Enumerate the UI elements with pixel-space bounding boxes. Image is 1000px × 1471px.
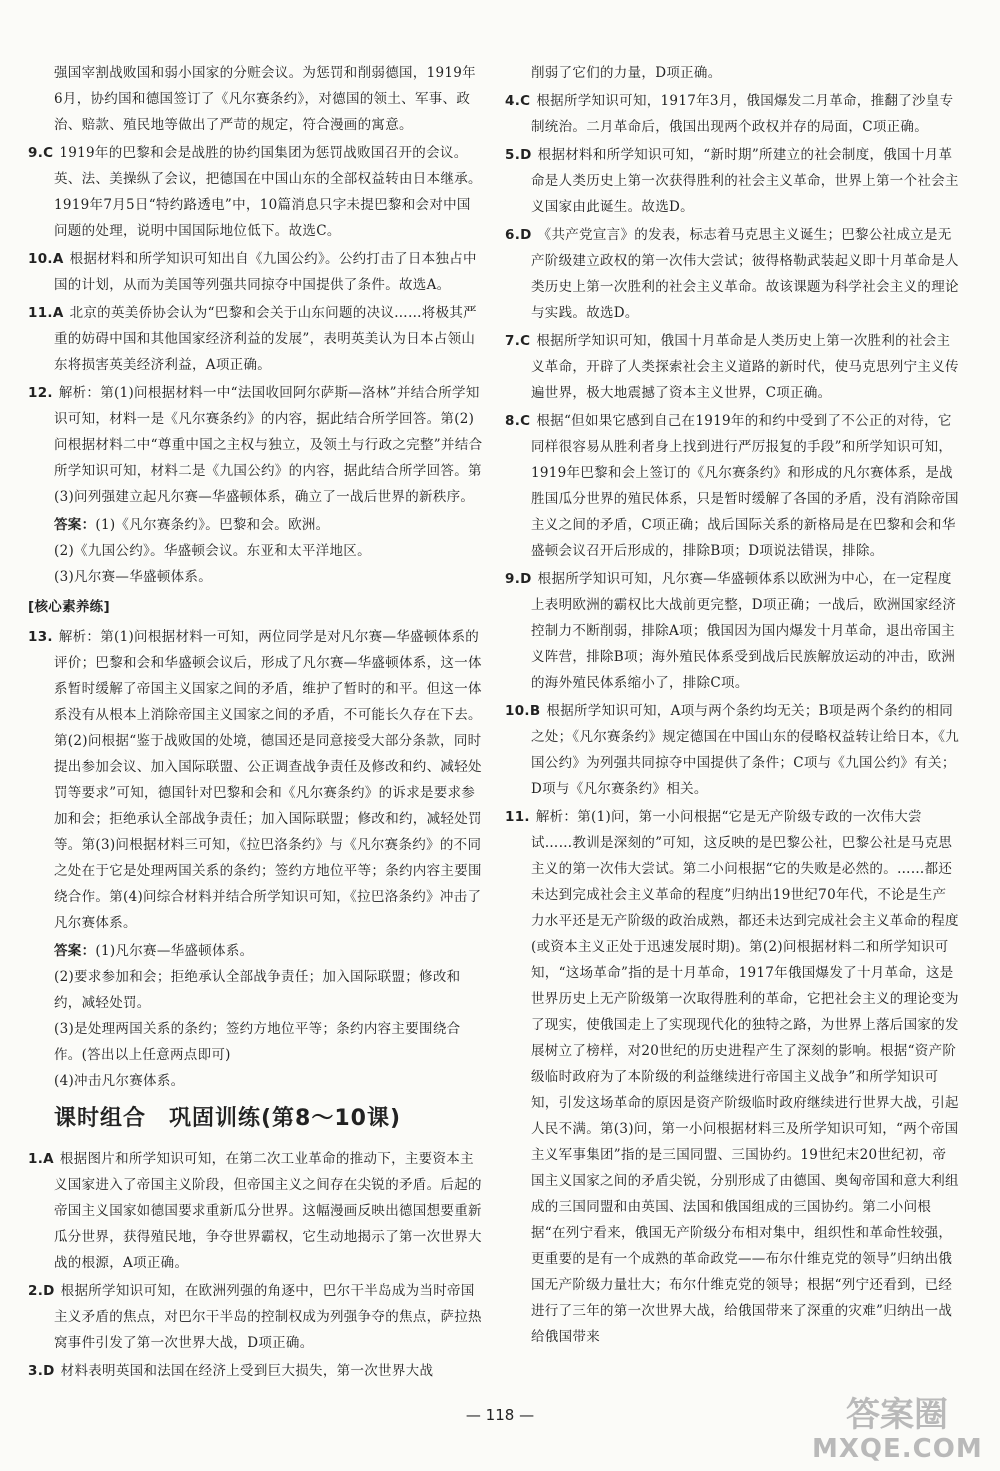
answer-13-line-1: 答案：(1)凡尔赛—华盛顿体系。 <box>54 943 254 959</box>
answer-item-11: 11.A 北京的英美侨协会认为“巴黎和会关于山东问题的决议……将极其严重的妨碍中国和其他国家经济利益的发展”，表明英美认为日本占领山东将损害英美经济利益，A项正确。 <box>28 305 477 373</box>
answer-item-2: 2.D 根据所学知识可知，在欧洲列强的角逐中，巴尔干半岛成为当时帝国主义矛盾的焦点，对巴尔干半岛的控制权成为列强争夺的焦点，萨拉热窝事件引发了第一次世界大战，D项正确。 <box>28 1283 482 1351</box>
answer-item-9: 9.C 1919年的巴黎和会是战胜的协约国集团为惩罚战败国召开的会议。英、法、美操纵了会议，把德国在中国山东的全部权益转由日本继承。1919年7月5日“特约路透电”中，10篇消息只字未提巴黎和会对中国问题的处理，说明中国国际地位低下。故选C。 <box>28 145 482 239</box>
answer-item-11b: 11. 解析：第(1)问，第一小问根据“它是无产阶级专政的一次伟大尝试……教训是深刻的”可知，这反映的是巴黎公社，巴黎公社是马克思主义的第一次伟大尝试。第二小问根据“它的失败是必然的。……都还未达到完成社会主义革命的程度”归纳出19世纪70年代，不论是生产力水平还是无产阶级的政治成熟，都还未达到完成社会主义革命的程度(或资本主义正处于迅速发展时期)。第(2)问根据材料二和所学知识可知，“这场革命”指的是十月革命，1917年俄国爆发了十月革命，这是世界历史上无产阶级第一次取得胜利的革命，它把社会主义的理论变为了现实，使俄国走上了实现现代化的独特之路，为世界上落后国家的发展树立了榜样，对20世纪的历史进程产生了深刻的影响。根据“资产阶级临时政府为了本阶级的利益继续进行帝国主义战争”和所学知识可知，引发这场革命的原因是资产阶级临时政府继续进行世界大战，引起人民不满。第(3)问，第一小问根据材料三及所学知识可知，“两个帝国主义军事集团”指的是三国同盟、三国协约。19世纪末20世纪初，帝国主义国家之间的矛盾尖锐，分别形成了由德国、奥匈帝国和意大利组成的三国同盟和由英国、法国和俄国组成的三国协约。第二小问根据“在列宁看来，俄国无产阶级分布相对集中，组织性和革命性较强，更重要的是有一个成熟的革命政党——布尔什维克党的领导”归纳出俄国无产阶级力量壮大；布尔什维克党的领导；根据“列宁还看到，已经进行了三年的第一次世界大战，给俄国带来了深重的灾难”归纳出一战给俄国带来 <box>505 809 959 1345</box>
answer-item-13: 13. 解析：第(1)问根据材料一可知，两位同学是对凡尔赛—华盛顿体系的评价；巴黎和会和华盛顿会议后，形成了凡尔赛—华盛顿体系，这一体系暂时缓解了帝国主义国家之间的矛盾，维护了暂时的和平。但这一体系没有从根本上消除帝国主义国家之间的矛盾，不可能长久存在下去。第(2)问根据“鉴于战败国的处境，德国还是同意接受大部分条款，同时提出参加会议、加入国际联盟、公正调查战争责任及修改和约、减轻处罚等要求”可知，德国针对巴黎和会和《凡尔赛条约》的诉求是要求参加和会；拒绝承认全部战争责任；加入国际联盟；修改和约，减轻处罚等。第(3)问根据材料三可知，《拉巴洛条约》与《凡尔赛条约》的不同之处在于它是处理两国关系的条约；签约方地位平等；条约内容主要围绕合作。第(4)问综合材料并结合所学知识可知，《拉巴洛条约》冲击了凡尔赛体系。 <box>28 629 482 931</box>
page-number: — 118 — <box>465 1406 535 1424</box>
answer-12-line-3: (3)凡尔赛—华盛顿体系。 <box>54 569 213 585</box>
continued-text: 强国宰割战败国和弱小国家的分赃会议。为惩罚和削弱德国，1919年6月，协约国和德国签订了《凡尔赛条约》，对德国的领土、军事、政治、赔款、殖民地等做出了严苛的规定，符合漫画的寓意。 <box>54 65 476 133</box>
answer-item-3: 3.D 材料表明英国和法国在经济上受到巨大损失，第一次世界大战 <box>28 1363 434 1379</box>
answer-item-5: 5.D 根据材料和所学知识可知，“新时期”所建立的社会制度，俄国十月革命是人类历史上第一次获得胜利的社会主义革命，世界上第一个社会主义国家由此诞生。故选D。 <box>505 147 959 215</box>
answer-13-line-4: (4)冲击凡尔赛体系。 <box>54 1073 185 1089</box>
right-column <box>505 60 960 1352</box>
answer-item-12: 12. 解析：第(1)问根据材料一中“法国收回阿尔萨斯—洛林”并结合所学知识可知，材料一是《凡尔赛条约》的内容，据此结合所学回答。第(2)问根据材料二中“尊重中国之主权与独立，及领土与行政之完整”并结合所学知识可知，材料二是《九国公约》的内容，据此结合所学回答。第(3)问列强建立起凡尔赛—华盛顿体系，确立了一战后世界的新秩序。 <box>28 385 483 505</box>
continued-text-right: 削弱了它们的力量，D项正确。 <box>531 65 722 81</box>
answer-item-1: 1.A 根据图片和所学知识可知，在第二次工业革命的推动下，主要资本主义国家进入了帝国主义阶段，但帝国主义之间存在尖锐的矛盾。后起的帝国主义国家如德国要求重新瓜分世界。这幅漫画反映出德国想要重新瓜分世界，获得殖民地，争夺世界霸权，它生动地揭示了第一次世界大战的根源，A项正确。 <box>28 1151 482 1271</box>
answer-12-line-1: 答案：(1)《凡尔赛条约》。巴黎和会。欧洲。 <box>54 517 330 533</box>
answer-item-10b: 10.B 根据所学知识可知，A项与两个条约均无关；B项是两个条约的相同之处；《凡尔赛条约》规定德国在中国山东的侵略权益转让给日本，《九国公约》为列强共同掠夺中国提供了条件；C项与《九国公约》有关；D项与《凡尔赛条约》相关。 <box>505 703 960 797</box>
answer-item-7: 7.C 根据所学知识可知，俄国十月革命是人类历史上第一次胜利的社会主义革命，开辟了人类探索社会主义道路的新时代，使马克思列宁主义传遍世界，极大地震撼了资本主义世界，C项正确。 <box>505 333 959 401</box>
answer-item-9b: 9.D 根据所学知识可知，凡尔赛—华盛顿体系以欧洲为中心，在一定程度上表明欧洲的霸权比大战前更完整，D项正确；一战后，欧洲国家经济控制力不断削弱，排除A项；俄国因为国内爆发十月革命，退出帝国主义阵营，排除B项；海外殖民体系受到战后民族解放运动的冲击，欧洲的海外殖民体系缩小了，排除C项。 <box>505 571 957 691</box>
left-column <box>28 60 483 1386</box>
answer-item-6: 6.D 《共产党宣言》的发表，标志着马克思主义诞生；巴黎公社成立是无产阶级建立政权的第一次伟大尝试；彼得格勒武装起义即十月革命是人类历史上第一次胜利的社会主义革命。故该课题为科学社会主义的理论与实践。故选D。 <box>505 227 959 321</box>
watermark-logo-text: 答案圈 <box>846 1395 948 1435</box>
answer-13-line-3: (3)是处理两国关系的条约；签约方地位平等；条约内容主要围绕合作。(答出以上任意两点即可) <box>54 1021 461 1063</box>
answer-item-4: 4.C 根据所学知识可知，1917年3月，俄国爆发二月革命，推翻了沙皇专制统治。二月革命后，俄国出现两个政权并存的局面，C项正确。 <box>505 93 954 135</box>
answer-13-line-2: (2)要求参加和会；拒绝承认全部战争责任；加入国际联盟；修改和约，减轻处罚。 <box>54 969 461 1011</box>
answer-item-10: 10.A 根据材料和所学知识可知出自《九国公约》。公约打击了日本独占中国的计划，从而为美国等列强共同掠夺中国提供了条件。故选A。 <box>28 251 477 293</box>
section-label: [核心素养练] <box>28 599 110 615</box>
section-heading: 课时组合 巩固训练(第8～10课) <box>54 1106 402 1131</box>
answer-12-line-2: (2)《九国公约》。华盛顿会议。东亚和太平洋地区。 <box>54 543 371 559</box>
answer-item-8: 8.C 根据“但如果它感到自己在1919年的和约中受到了不公正的对待，它同样很容易从胜利者身上找到进行严厉报复的手段”和所学知识可知，1919年巴黎和会上签订的《凡尔赛条约》和形成的凡尔赛体系，是战胜国瓜分世界的殖民体系，只是暂时缓解了各国的矛盾，没有消除帝国主义之间的矛盾，C项正确；战后国际关系的新格局是在巴黎和会和华盛顿会议召开后形成的，排除B项；D项说法错误，排除。 <box>505 413 959 559</box>
watermark-logo <box>812 1395 982 1463</box>
watermark-domain: MXQE.COM <box>812 1434 983 1464</box>
